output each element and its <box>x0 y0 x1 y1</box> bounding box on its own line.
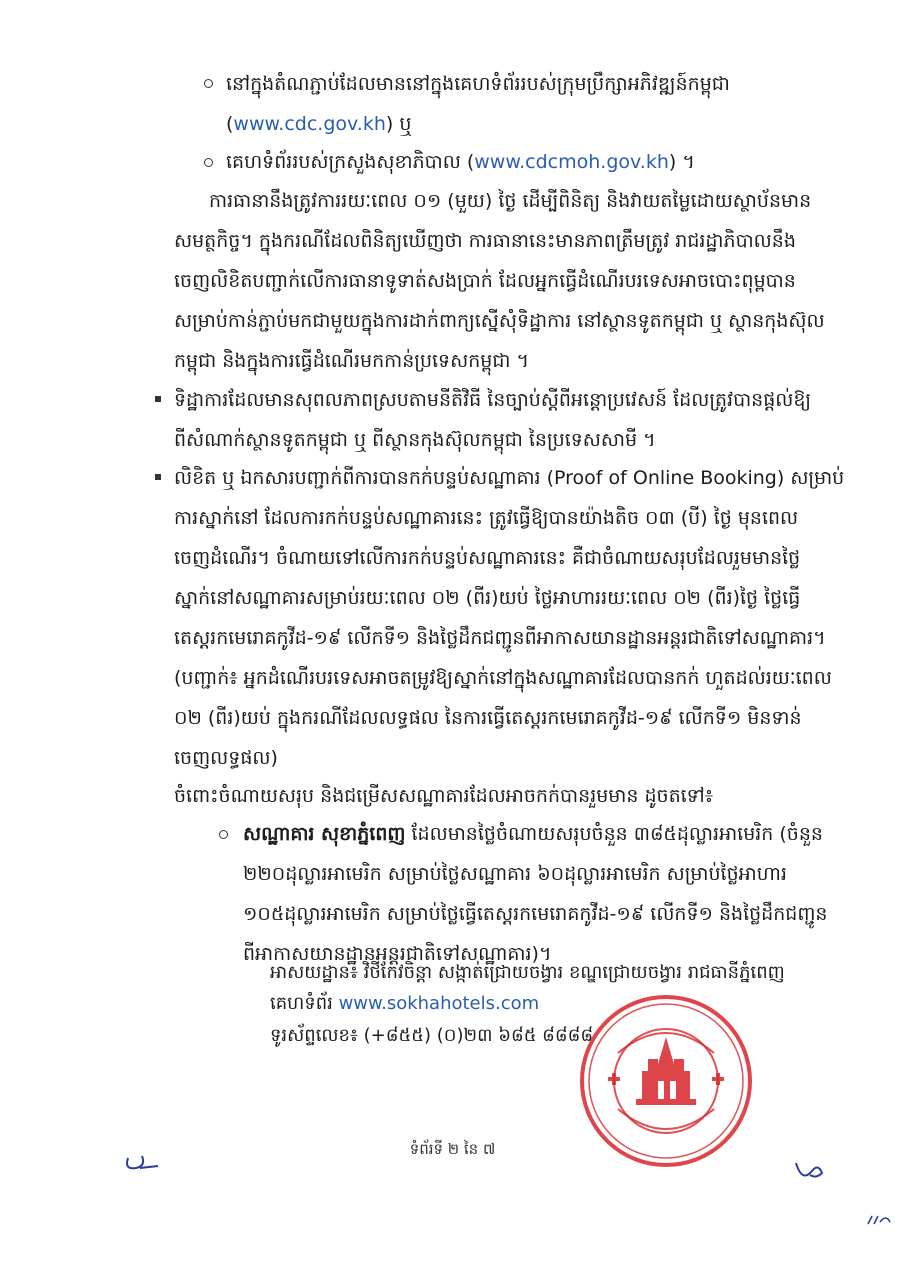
cdc-link[interactable]: www.cdc.gov.kh <box>233 113 386 135</box>
booking-requirement-line: (បញ្ជាក់៖ អ្នកដំណើរបរទេសអាចតម្រូវឱ្យស្នាក់នៅក្នុងសណ្ឋាគារដែលបានកក់ ហួតដល់រយៈពេល <box>174 667 832 689</box>
booking-requirement-line: ចេញលទ្ធផល) <box>174 747 278 769</box>
booking-requirement-line: លិខិត ឬ ឯកសារបញ្ជាក់ពីការបានកក់បន្ទប់សណ្ឋាគារ (Proof of Online Booking) សម្រាប់ <box>174 467 845 489</box>
booking-requirement-line: ០២ (ពីរ)យប់ ក្នុងករណីដែលលទ្ធផល នៃការធ្វើតេស្តរកមេរោគកូវីដ-១៩ លើកទី១ មិនទាន់ <box>174 707 802 729</box>
booking-requirement-line: តេស្តរកមេរោគកូវីដ-១៩ លើកទី១ និងថ្លៃដឹកជញ្ជូនពីអាកាសយានដ្ឋានអន្តរជាតិទៅសណ្ឋាគារ។ <box>174 627 826 649</box>
cdcmoh-link[interactable]: www.cdcmoh.gov.kh <box>474 151 669 173</box>
hotel-description-line: ពីអាកាសយានដ្ឋានអន្តរជាតិទៅសណ្ឋាគារ)។ <box>243 943 552 965</box>
circle-bullet-icon <box>219 830 228 839</box>
visa-requirement-line: ទិដ្ឋាការដែលមានសុពលភាពស្របតាមនីតិវិធី នៃច្បាប់ស្តីពីអន្តោប្រវេសន៍ ដែលត្រូវបានផ្តល់ឱ្យ <box>174 389 812 411</box>
visa-requirement-line: ពីសំណាក់ស្ថានទូតកម្ពុជា ឬ ពីស្ថានកុងស៊ុលកម្ពុជា នៃប្រទេសសាមី ។ <box>174 429 656 451</box>
list-item-moh: គេហទំព័ររបស់ក្រសួងសុខាភិបាល (www.cdcmoh.gov.kh) ។ <box>226 151 695 173</box>
booking-requirement-line: ចេញដំណើរ។ ចំណាយទៅលើការកក់បន្ទប់សណ្ឋាគារនេះ គឺជាចំណាយសរុបដែលរួមមានថ្លៃ <box>174 547 801 569</box>
hotel-description-line: ២២០ដុល្លារអាមេរិក សម្រាប់ថ្លៃសណ្ឋាគារ ៦០ដុល្លារអាមេរិក សម្រាប់ថ្លៃអាហារ <box>243 863 787 885</box>
hotel-description-line: សណ្ឋាគារ សុខាភ្នំពេញ ដែលមានថ្លៃចំណាយសរុបចំនួន ៣៨៥ដុល្លារអាមេរិក (ចំនួន <box>243 823 823 845</box>
initial-signature-corner <box>864 1210 894 1230</box>
hotel-address: អាសយដ្ឋាន៖ វិថីកែវចិន្ដា សង្កាត់ជ្រោយចង្វារ ខណ្ឌជ្រោយចង្វារ រាជធានីភ្នំពេញ <box>270 962 785 983</box>
guarantee-paragraph-line: កម្ពុជា និងក្នុងការធ្វើដំណើរមកកាន់ប្រទេសកម្ពុជា ។ <box>174 350 529 372</box>
guarantee-paragraph-line: សម្រាប់កាន់ភ្ជាប់មកជាមួយក្នុងការដាក់ពាក្យស្នើសុំទិដ្ឋាការ នៅស្ថានទូតកម្ពុជា ឬ ស្ថានកុងស៊ុល <box>174 310 825 332</box>
booking-requirement-line: ស្នាក់នៅសណ្ឋាគារសម្រាប់រយៈពេល ០២ (ពីរ)យប់ ថ្លៃអាហាររយៈពេល ០២ (ពីរ)ថ្ងៃ ថ្លៃធ្វើ <box>174 587 801 609</box>
circle-bullet-icon <box>204 79 213 88</box>
list-item-cdc-line2: (www.cdc.gov.kh) ឬ <box>226 113 412 135</box>
hotel-options-intro: ចំពោះចំណាយសរុប និងជម្រើសសណ្ឋាគារដែលអាចកក់បានរួមមាន ដូចតទៅ៖ <box>174 785 714 807</box>
page-number: ទំព័រទី ២ នៃ ៧ <box>409 1140 496 1158</box>
square-bullet-icon <box>155 474 161 480</box>
circle-bullet-icon <box>204 158 213 167</box>
guarantee-paragraph-line: ចេញលិខិតបញ្ជាក់លើការធានាទូទាត់សងប្រាក់ ដែលអ្នកធ្វើដំណើរបរទេសអាចបោះពុម្ពបាន <box>174 270 796 292</box>
hotel-phone-row: ទូរស័ព្ទលេខ៖ (+៨៥៥) (០)២៣ ៦៨៥ ៨៨៨៨ <box>270 1025 594 1046</box>
list-item-cdc-line1: នៅក្នុងតំណភ្ជាប់ដែលមាននៅក្នុងគេហទំព័ររបស់ក្រុមប្រឹក្សាអភិវឌ្ឍន៍កម្ពុជា <box>226 73 730 95</box>
hotel-website-row: គេហទំព័រ www.sokhahotels.com <box>270 993 540 1014</box>
hotel-description-line: ១០៥ដុល្លារអាមេរិក សម្រាប់ថ្លៃធ្វើតេស្តរកមេរោគកូវីដ-១៩ លើកទី១ និងថ្លៃដឹកជញ្ជូន <box>243 903 828 925</box>
square-bullet-icon <box>155 396 161 402</box>
guarantee-paragraph-line: ការធានានឹងត្រូវការរយៈពេល ០១ (មួយ) ថ្ងៃ ដើម្បីពិនិត្យ និងវាយតម្លៃដោយស្ថាប័នមាន <box>209 190 812 212</box>
guarantee-paragraph-line: សមត្ថកិច្ច។ ក្នុងករណីដែលពិនិត្យឃើញថា ការធានានេះមានភាពត្រឹមត្រូវ រាជរដ្ឋាភិបាលនឹង <box>174 230 796 252</box>
hotel-website-link[interactable]: www.sokhahotels.com <box>338 993 540 1014</box>
booking-requirement-line: ការស្នាក់នៅ ដែលការកក់បន្ទប់សណ្ឋាគារនេះ ត្រូវធ្វើឱ្យបានយ៉ាងតិច ០៣ (បី) ថ្ងៃ មុនពេល <box>174 507 799 529</box>
hotel-name: សណ្ឋាគារ សុខាភ្នំពេញ <box>243 823 406 845</box>
